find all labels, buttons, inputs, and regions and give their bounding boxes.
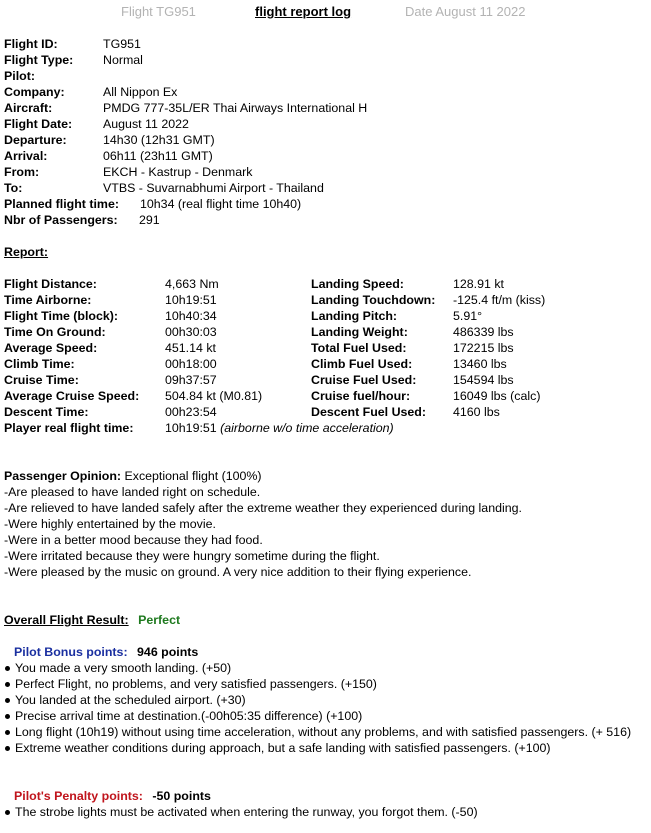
stat-row <box>311 292 646 308</box>
info-label: From: <box>4 165 40 179</box>
info-label: Nbr of Passengers: <box>4 213 118 227</box>
stat-label: Time On Ground: <box>4 325 106 339</box>
stat-row <box>311 308 646 324</box>
stat-row <box>4 372 304 388</box>
stat-value: 486339 lbs <box>453 325 514 339</box>
info-value: 14h30 (12h31 GMT) <box>103 133 215 147</box>
stat-label: Flight Time (block): <box>4 309 119 323</box>
stat-label: Cruise Fuel Used: <box>311 373 417 387</box>
stat-row <box>4 340 304 356</box>
stat-value: -125.4 ft/m (kiss) <box>453 293 546 307</box>
stat-label: Total Fuel Used: <box>311 341 407 355</box>
stat-value: 172215 lbs <box>453 341 514 355</box>
stat-value: 154594 lbs <box>453 373 514 387</box>
info-value: VTBS - Suvarnabhumi Airport - Thailand <box>103 181 324 195</box>
stat-row <box>4 292 304 308</box>
stat-row <box>311 404 646 420</box>
stat-label: Cruise Time: <box>4 373 79 387</box>
stat-label: Descent Fuel Used: <box>311 405 426 419</box>
info-value: 10h34 (real flight time 10h40) <box>140 197 302 211</box>
info-row-from <box>4 164 644 180</box>
report-header <box>0 4 651 22</box>
stat-value: 504.84 kt (M0.81) <box>165 389 263 403</box>
info-row-pilot <box>4 68 644 84</box>
info-row-flight-type <box>4 52 644 68</box>
stat-label: Average Speed: <box>4 341 98 355</box>
opinion-line: -Were in a better mood because they had food. <box>4 533 263 547</box>
info-row-arrival <box>4 148 644 164</box>
info-label: Flight Date: <box>4 117 73 131</box>
info-label: Planned flight time: <box>4 197 119 211</box>
info-label: Company: <box>4 85 65 99</box>
stat-value: 128.91 kt <box>453 277 504 291</box>
opinion-line: -Are pleased to have landed right on schedule. <box>4 485 261 499</box>
info-row-planned-time <box>4 196 644 212</box>
overall-result <box>4 612 180 628</box>
stat-label: Average Cruise Speed: <box>4 389 140 403</box>
stat-value: 451.14 kt <box>165 341 216 355</box>
bonus-item: Extreme weather conditions during approach, but a safe landing with satisfied passengers. (+100) <box>4 740 644 756</box>
bonus-header <box>14 644 198 660</box>
stat-value: 10h40:34 <box>165 309 217 323</box>
opinion-line: -Were irritated because they were hungry sometime during the flight. <box>4 549 380 563</box>
stat-value: 13460 lbs <box>453 357 507 371</box>
stat-label: Landing Touchdown: <box>311 293 436 307</box>
stat-value: 09h37:57 <box>165 373 217 387</box>
stat-row <box>4 276 304 292</box>
stat-row <box>4 324 304 340</box>
stat-label: Landing Pitch: <box>311 309 398 323</box>
overall-result-value: Perfect <box>138 613 181 627</box>
info-label: Arrival: <box>4 149 48 163</box>
overall-result-label: Overall Flight Result: <box>4 613 129 627</box>
bonus-item: Perfect Flight, no problems, and very satisfied passengers. (+150) <box>4 676 644 692</box>
stat-label: Landing Weight: <box>311 325 408 339</box>
opinion-line: -Were pleased by the music on ground. A very nice addition to their flying experience. <box>4 565 472 579</box>
info-row-flight-id <box>4 36 644 52</box>
info-value: EKCH - Kastrup - Denmark <box>103 165 253 179</box>
bonus-item: Long flight (10h19) without using time acceleration, without any problems, and with satisfied passengers. (+ 516) <box>4 724 644 740</box>
stat-value: 4160 lbs <box>453 405 500 419</box>
stat-label: Player real flight time: <box>4 421 134 435</box>
stat-label: Descent Time: <box>4 405 89 419</box>
stat-value: 10h19:51 <box>165 293 217 307</box>
stat-row <box>4 388 304 404</box>
bonus-item: You landed at the scheduled airport. (+30) <box>4 692 644 708</box>
header-title: flight report log <box>255 4 352 19</box>
stat-value: 00h30:03 <box>165 325 217 339</box>
stat-row <box>4 308 304 324</box>
info-value: TG951 <box>103 37 141 51</box>
penalty-item: The strobe lights must be activated when entering the runway, you forgot them. (-50) <box>4 804 644 820</box>
header-date: Date August 11 2022 <box>405 4 526 19</box>
info-row-company <box>4 84 644 100</box>
opinion-summary-row <box>4 468 262 484</box>
info-row-passengers <box>4 212 644 228</box>
info-row-departure <box>4 132 644 148</box>
stat-row <box>4 404 304 420</box>
info-row-to <box>4 180 644 196</box>
info-value: Normal <box>103 53 143 67</box>
header-flight: Flight TG951 <box>121 4 196 19</box>
bonus-item: Precise arrival time at destination.(-00h05:35 difference) (+100) <box>4 708 644 724</box>
bonus-item: You made a very smooth landing. (+50) <box>4 660 644 676</box>
report-title: Report: <box>4 245 49 259</box>
stat-value-group <box>165 420 394 436</box>
stat-row <box>311 356 646 372</box>
opinion-summary: Exceptional flight (100%) <box>124 469 262 483</box>
info-value: 06h11 (23h11 GMT) <box>103 149 213 163</box>
info-value: August 11 2022 <box>103 117 189 131</box>
stat-value: 00h23:54 <box>165 405 217 419</box>
stat-value: 4,663 Nm <box>165 277 219 291</box>
penalty-list <box>4 804 644 820</box>
info-row-flight-date <box>4 116 644 132</box>
opinion-label: Passenger Opinion: <box>4 469 122 483</box>
info-label: Aircraft: <box>4 101 53 115</box>
stat-row <box>311 388 646 404</box>
info-label: Pilot: <box>4 69 35 83</box>
stat-label: Flight Distance: <box>4 277 97 291</box>
info-label: Flight Type: <box>4 53 74 67</box>
stat-label: Climb Fuel Used: <box>311 357 413 371</box>
stat-label: Landing Speed: <box>311 277 404 291</box>
info-label: To: <box>4 181 23 195</box>
stat-row <box>311 276 646 292</box>
info-value: PMDG 777-35L/ER Thai Airways International H <box>103 101 368 115</box>
info-label: Flight ID: <box>4 37 58 51</box>
info-label: Departure: <box>4 133 67 147</box>
stat-row-player-time <box>4 420 604 436</box>
stat-label: Time Airborne: <box>4 293 92 307</box>
opinion-line: -Were highly entertained by the movie. <box>4 517 216 531</box>
penalty-header <box>14 788 211 804</box>
info-value: All Nippon Ex <box>103 85 178 99</box>
penalty-label: Pilot's Penalty points: <box>14 789 143 803</box>
bonus-list <box>4 660 644 756</box>
stat-note: (airborne w/o time acceleration) <box>220 421 394 435</box>
stat-row <box>311 372 646 388</box>
bonus-points: 946 points <box>137 645 199 659</box>
penalty-points: -50 points <box>152 789 211 803</box>
stat-label: Climb Time: <box>4 357 75 371</box>
opinion-line: -Are relieved to have landed safely after the extreme weather they experienced during landing. <box>4 501 522 515</box>
stat-row <box>4 356 304 372</box>
stat-row <box>311 340 646 356</box>
info-value: 291 <box>139 213 160 227</box>
stat-value: 10h19:51 <box>165 421 217 435</box>
stat-value: 16049 lbs (calc) <box>453 389 541 403</box>
stat-row <box>311 324 646 340</box>
stat-value: 5.91° <box>453 309 483 323</box>
stat-value: 00h18:00 <box>165 357 217 371</box>
bonus-label: Pilot Bonus points: <box>14 645 128 659</box>
info-row-aircraft <box>4 100 644 116</box>
stat-label: Cruise fuel/hour: <box>311 389 411 403</box>
